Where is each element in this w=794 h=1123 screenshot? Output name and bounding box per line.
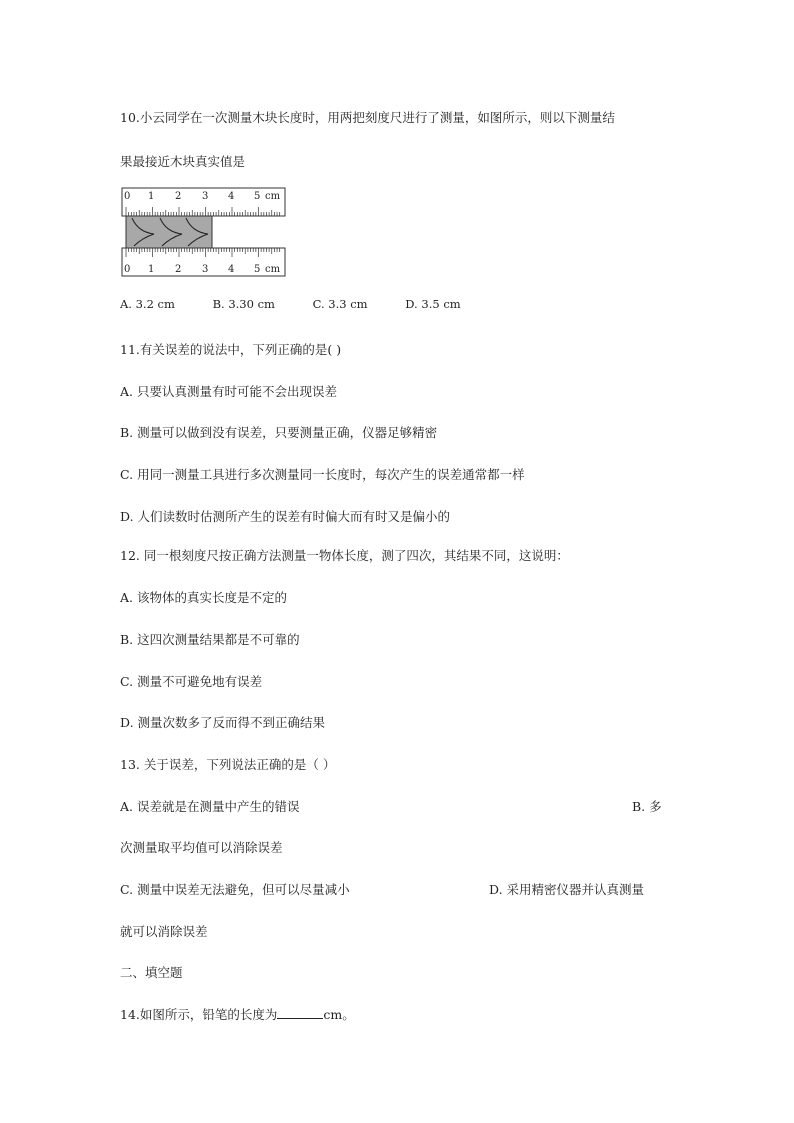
q13-stem: 13. 关于误差，下列说法正确的是（ ） bbox=[120, 757, 336, 772]
bottom-label-1: 1 bbox=[148, 264, 155, 275]
top-label-1: 1 bbox=[148, 191, 155, 202]
q13-option-b-cont: 次测量取平均值可以消除误差 bbox=[120, 840, 283, 855]
q13-option-d-start[interactable]: D. 采用精密仪器并认真测量 bbox=[489, 882, 645, 897]
top-label-3: 3 bbox=[202, 191, 209, 202]
q11-option-a[interactable]: A. 只要认真测量有时可能不会出现误差 bbox=[120, 384, 337, 399]
q13-option-a[interactable]: A. 误差就是在测量中产生的错误 bbox=[120, 799, 300, 814]
q11-option-c[interactable]: C. 用同一测量工具进行多次测量同一长度时，每次产生的误差通常都一样 bbox=[120, 467, 525, 482]
q12-option-b[interactable]: B. 这四次测量结果都是不可靠的 bbox=[120, 632, 300, 647]
bottom-label-3: 3 bbox=[202, 264, 209, 275]
q10-options bbox=[120, 297, 495, 311]
q12-option-a[interactable]: A. 该物体的真实长度是不定的 bbox=[120, 590, 287, 605]
q10-stem-line1: 10.小云同学在一次测量木块长度时，用两把刻度尺进行了测量，如图所示，则以下测量结 bbox=[120, 110, 615, 125]
q12-option-c[interactable]: C. 测量不可避免地有误差 bbox=[120, 674, 263, 689]
q10-option-d[interactable]: D. 3.5 cm bbox=[405, 297, 461, 311]
rulers-svg bbox=[120, 186, 290, 278]
q12-option-d[interactable]: D. 测量次数多了反而得不到正确结果 bbox=[120, 715, 326, 730]
bottom-label-0: 0 bbox=[124, 264, 131, 275]
top-label-5: 5 bbox=[254, 191, 261, 202]
q11-option-d[interactable]: D. 人们读数时估测所产生的误差有时偏大而有时又是偏小的 bbox=[120, 509, 451, 524]
q14-stem bbox=[120, 1005, 355, 1023]
top-label-0: 0 bbox=[124, 191, 131, 202]
q14-answer-blank[interactable] bbox=[277, 1006, 323, 1019]
q14-stem-before: 14.如图所示，铅笔的长度为 bbox=[120, 1007, 278, 1022]
top-label-unit: cm bbox=[265, 191, 281, 202]
section-title-fill-blank: 二、填空题 bbox=[120, 965, 183, 980]
q13-option-c[interactable]: C. 测量中误差无法避免，但可以尽量减小 bbox=[120, 882, 350, 897]
bottom-label-4: 4 bbox=[228, 264, 235, 275]
q13-option-d-cont: 就可以消除误差 bbox=[120, 924, 208, 939]
q13-option-b-start[interactable]: B. 多 bbox=[632, 799, 662, 814]
q10-option-a[interactable]: A. 3.2 cm bbox=[120, 297, 175, 311]
q11-stem: 11.有关误差的说法中，下列正确的是( ) bbox=[120, 342, 342, 357]
q10-option-c[interactable]: C. 3.3 cm bbox=[312, 297, 368, 311]
bottom-label-2: 2 bbox=[175, 264, 182, 275]
two-rulers-figure bbox=[120, 186, 290, 282]
bottom-label-5: 5 bbox=[254, 264, 261, 275]
bottom-ruler bbox=[122, 248, 285, 276]
q11-option-b[interactable]: B. 测量可以做到没有误差，只要测量正确，仪器足够精密 bbox=[120, 425, 438, 440]
bottom-label-unit: cm bbox=[265, 264, 281, 275]
wood-block bbox=[126, 216, 212, 248]
q10-option-b[interactable]: B. 3.30 cm bbox=[212, 297, 275, 311]
top-ruler bbox=[122, 188, 285, 216]
q12-stem: 12. 同一根刻度尺按正确方法测量一物体长度，测了四次，其结果不同，这说明： bbox=[120, 548, 569, 563]
q10-stem-line2: 果最接近木块真实值是 bbox=[120, 154, 246, 169]
q14-stem-after: cm。 bbox=[323, 1007, 355, 1022]
top-label-4: 4 bbox=[228, 191, 235, 202]
top-label-2: 2 bbox=[175, 191, 182, 202]
